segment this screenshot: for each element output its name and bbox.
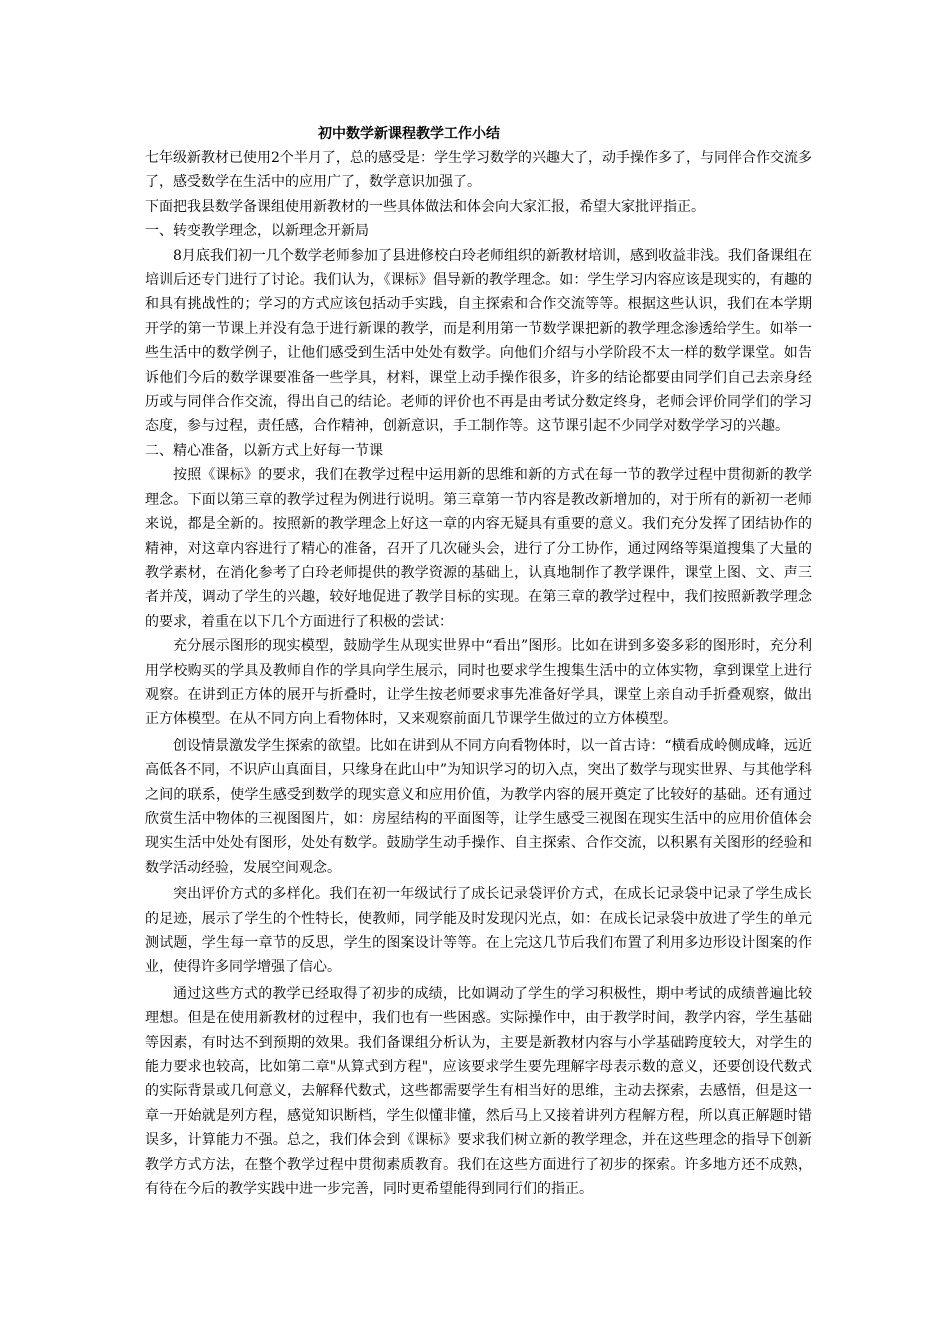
intro-paragraph-2: 下面把我县数学备课组使用新教材的一些具体做法和体会向大家汇报，希望大家批评指正。 bbox=[145, 198, 705, 215]
section-2-paragraph-5: 通过这些方式的教学已经取得了初步的成绩，比如调动了学生的学习积极性，期中考试的成绩普遍比较理想。但是在使用新教材的过程中，我们也有一些困惑。实际操作中，由于教学时间，教学内容，学生基础等因素，有时达不到预期的效果。我们备课组分析认为，主要是新教材内容与小学基础跨度较大，对学生的能力要求也较高，比如第二章"从算式到方程"，应该要求学生要先理解字母表示数的意义，还要创设代数式的实际背景或几何意义，去解释代数式，这些都需要学生有相当好的思维，主动去探索，去感悟，但是这一章一开始就是列方程，感觉知识断档，学生似懂非懂，然后马上又接着讲列方程解方程，所以真正解题时错误多，计算能力不强。总之，我们体会到《课标》要求我们树立新的教学理念，并在这些理念的指导下创新教学方式方法，在整个教学过程中贯彻素质教育。我们在这些方面进行了初步的探索。许多地方还不成熟，有待在今后的教学实践中进一步完善，同时更希望能得到同行们的指正。 bbox=[145, 985, 812, 1198]
section-1-heading: 一、转变教学理念，以新理念开新局 bbox=[145, 223, 369, 240]
section-2-paragraph-2: 充分展示图形的现实模型，鼓励学生从现实世界中“看出”图形。比如在讲到多姿多彩的图形时，充分利用学校购买的学具及教师自作的学具向学生展示，同时也要求学生搜集生活中的立体实物，拿到课堂上进行观察。在讲到正方体的展开与折叠时，让学生按老师要求事先准备好学具，课堂上亲自动手折叠观察，做出正方体模型。在从不同方向上看物体时，又来观察前面几节课学生做过的立方体模型。 bbox=[145, 638, 812, 728]
document-page bbox=[145, 122, 812, 1201]
section-2-paragraph-3: 创设情景激发学生探索的欲望。比如在讲到从不同方向看物体时，以一首古诗：“横看成岭侧成峰，远近高低各不同，不识庐山真面目，只缘身在此山中”为知识学习的切入点，突出了数学与现实世界、与其他学科之间的联系，使学生感受到数学的现实意义和应用价值，为教学内容的展开奠定了比较好的基础。还有通过欣赏生活中物体的三视图图片，如：房屋结构的平面图等，让学生感受三视图在现实生活中的应用价值体会现实生活中处处有图形，处处有数学。鼓励学生动手操作、自主探索、合作交流，以积累有关图形的经验和数学活动经验，发展空间观念。 bbox=[145, 737, 812, 876]
section-2-paragraph-4: 突出评价方式的多样化。我们在初一年级试行了成长记录袋评价方式，在成长记录袋中记录了学生成长的足迹，展示了学生的个性特长，使教师，同学能及时发现闪光点，如：在成长记录袋中放进了学生的单元测试题，学生每一章节的反思，学生的图案设计等等。在上完这几节后我们布置了利用多边形设计图案的作业，使得许多同学增强了信心。 bbox=[145, 886, 812, 976]
section-1-paragraph-1: 8月底我们初一几个数学老师参加了县进修校白玲老师组织的新教材培训，感到收益非浅。我们备课组在培训后还专门进行了讨论。我们认为，《课标》倡导新的教学理念。如：学生学习内容应该是现实的，有趣的和具有挑战性的；学习的方式应该包括动手实践，自主探索和合作交流等等。根据这些认识，我们在本学期开学的第一节课上并没有急于进行新课的教学，而是利用第一节数学课把新的教学理念渗透给学生。如举一些生活中的数学例子，让他们感受到生活中处处有数学。向他们介绍与小学阶段不太一样的数学课堂。如告诉他们今后的数学课要准备一些学具，材料，课堂上动手操作很多，许多的结论都要由同学们自己去亲身经历或与同伴合作交流，得出自己的结论。老师的评价也不再是由考试分数定终身，老师会评价同学们的学习态度，参与过程，责任感，合作精神，创新意识，手工制作等。这节课引起不少同学对数学学习的兴趣。 bbox=[145, 247, 812, 435]
section-2-paragraph-1: 按照《课标》的要求，我们在教学过程中运用新的思维和新的方式在每一节的教学过程中贯彻新的教学理念。下面以第三章的教学过程为例进行说明。第三章第一节内容是教改新增加的，对于所有的新初一老师来说，都是全新的。按照新的教学理念上好这一章的内容无疑具有重要的意义。我们充分发挥了团结协作的精神，对这章内容进行了精心的准备，召开了几次碰头会，进行了分工协作，通过网络等渠道搜集了大量的教学素材，在消化参考了白玲老师提供的教学资源的基础上，认真地制作了教学课件，课堂上图、文、声三者并茂，调动了学生的兴趣，较好地促进了教学目标的实现。在第三章的教学过程中，我们按照新教学理念的要求，着重在以下几个方面进行了积极的尝试： bbox=[145, 467, 812, 630]
intro-paragraph-1: 七年级新教材已使用2个半月了，总的感受是：学生学习数学的兴趣大了，动手操作多了，与同伴合作交流多了，感受数学在生活中的应用广了，数学意识加强了。 bbox=[145, 150, 812, 191]
section-2-heading: 二、精心准备，以新方式上好每一节课 bbox=[145, 442, 383, 459]
document-title: 初中数学新课程教学工作小结 bbox=[318, 126, 500, 142]
